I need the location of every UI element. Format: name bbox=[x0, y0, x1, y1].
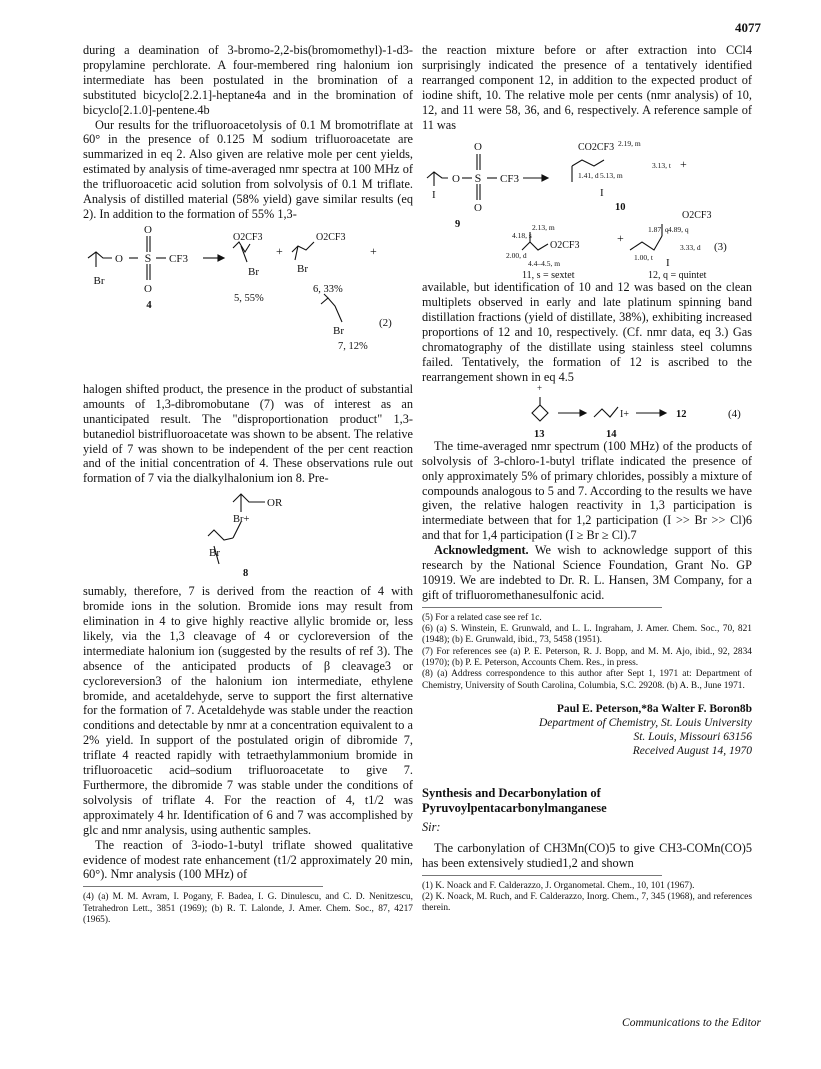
received-date: Received August 14, 1970 bbox=[632, 744, 752, 757]
svg-text:Br: Br bbox=[248, 265, 259, 278]
svg-text:5.13, m: 5.13, m bbox=[600, 171, 623, 181]
svg-text:10: 10 bbox=[615, 202, 626, 214]
svg-text:S: S bbox=[144, 250, 152, 265]
svg-text:2.19, m: 2.19, m bbox=[618, 139, 641, 149]
acknowledgment: Acknowledgment. We wish to acknowledge support of this research by the National Science Foundation, Grant No. GP 10919. We are indebted to Dr. R. L. Hansen, 3M Company, for a gift of trifluoromethanesulfonic acid. bbox=[422, 543, 752, 602]
svg-text:O: O bbox=[474, 141, 482, 154]
svg-text:4.4–4.5, m: 4.4–4.5, m bbox=[528, 259, 561, 269]
svg-text:+: + bbox=[276, 243, 283, 258]
svg-text:O: O bbox=[144, 282, 152, 295]
compound-label-6: 6, 33% bbox=[313, 283, 343, 295]
svg-text:(3): (3) bbox=[714, 241, 727, 254]
article-title: Synthesis and Decarbonylation of bbox=[422, 785, 601, 800]
svg-text:2.13, m: 2.13, m bbox=[532, 223, 555, 233]
equation-4-structures bbox=[422, 385, 752, 439]
svg-text:14: 14 bbox=[606, 428, 617, 439]
page-number: 4077 bbox=[735, 20, 761, 35]
footnote: (7) For references see (a) P. E. Peterson, R. J. Bopp, and M. M. Ajo, ibid., 92, 2834 (1970); (b) P. E. Peterson, Accounts Chem. Res., in press. bbox=[422, 646, 752, 668]
svg-text:I: I bbox=[666, 257, 670, 270]
svg-text:Br+: Br+ bbox=[233, 514, 250, 526]
footnote: (4) (a) M. M. Avram, I. Pogany, F. Badea, I. G. Dinulescu, and C. D. Nenitzescu, Tetrahedron Lett., 3851 (1969); (b) R. T. Lalonde, J. Amer. Chem. Soc., 87, 4217 (1965). bbox=[83, 892, 413, 925]
equation-4-scheme bbox=[422, 385, 752, 439]
svg-text:12: 12 bbox=[676, 408, 687, 420]
paragraph: The time-averaged nmr spectrum (100 MHz) of the products of solvolysis of 3-chloro-1-butyl triflate indicated the presence of only approximately 5% of primary chlorides, possibly a mixture of compounds analogous to 5 and 7. According to the results we have given, the relative halogen reactivity in 1,3 participation is intermediate between that for 1,2 participation (I >> Br >> Cl)6 and that for 1,4 participation (I ≥ Br ≥ Cl).7 bbox=[422, 438, 752, 543]
paragraph: the reaction mixture before or after extraction into CCl4 surprisingly indicated the presence of a tentatively identified rearranged component 12, in addition to the expected product of iodine shift, 10. The relative mole per cents (nmr analysis) of 10, 12, and 11 were 58, 36, and 6, respectively. A reference sample of 11 was bbox=[422, 43, 752, 132]
footnote-rule bbox=[422, 875, 662, 876]
svg-text:O2CF3: O2CF3 bbox=[316, 231, 346, 243]
right-column bbox=[422, 43, 752, 914]
paragraph: available, but identification of 10 and 12 was based on the clean multiplets observed in early and late platinum spinning band distillation fractions (yield of distillate, 38%), exhibiting increased proportions of 12 and 10, respectively. (Cf. nmr data, eq 3.) Gas chromatography of the distillate using stainless steel columns failed. Tentatively, the formation of 12 is ascribed to the rearrangement shown in eq 4.5 bbox=[422, 280, 752, 384]
svg-text:O: O bbox=[474, 202, 482, 215]
footnote: (2) K. Noack, M. Ruch, and F. Calderazzo, Inorg. Chem., 7, 345 (1968), and references therein. bbox=[422, 891, 752, 914]
salutation: Sir: bbox=[422, 819, 441, 834]
footnote: (6) (a) S. Winstein, E. Grunwald, and L. L. Ingraham, J. Amer. Chem. Soc., 70, 821 (1948); (b) E. Grunwald, ibid., 73, 5458 (1951). bbox=[422, 624, 752, 646]
equation-2-structures bbox=[83, 222, 413, 382]
svg-text:1.87, q: 1.87, q bbox=[648, 225, 669, 235]
svg-text:+: + bbox=[370, 243, 377, 258]
svg-text:1.41, d: 1.41, d bbox=[578, 171, 599, 181]
article-title-line-2: Pyruvoylpentacarbonylmanganese bbox=[422, 800, 607, 815]
compound-label-5: 5, 55% bbox=[234, 292, 264, 304]
paragraph: halogen shifted product, the presence in the product of substantial amounts of 1,3-dibromobutane (7) was of interest as an unanticipated result. The "disproportionation product" 1,3-butanediol bistrifluoroacetate was shown to be absent. The relative yield of 7 was shown to be independent of the per cent reaction and of the initial concentration of 4. These observations rule out formation of 7 via the dialkylhalonium ion 8. Pre- bbox=[83, 381, 413, 486]
footnote-rule bbox=[83, 886, 323, 887]
compound-number: 4 bbox=[146, 299, 152, 311]
paragraph: sumably, therefore, 7 is derived from the reaction of 4 with bromide ions in the solution. Bromide ions may result from elimination in 4 to give highly reactive allylic bromide or, less likely, via the 1,3 cleavage of 4 or cycloreversion of the intermediate halonium ion (suggested by the results of ref 3). The absence of the anticipated products of β cleavage3 or cycloreversion3 of the halonium ion intermediate, ethylene bromide, and acetaldehyde, serve to support the first alternative for the formation of 7. Acetaldehyde was stable under the reaction conditions and detectable by nmr at a concentration equivalent to a 2% yield. In support of the postulated origin of dibromide 7, triflate 4 reacted rapidly with tetraethylammonium bromide in trifluoroacetic acid–sodium trifluoroacetate to give 7. Furthermore, the dibromide 7 was stable under the conditions of solvolysis of triflate 4. For the reaction of 4, t1/2 was approximately 4 hr. Identification of 6 and 7 was accomplished by glc and nmr analysis, using authentic samples. bbox=[83, 584, 413, 837]
paragraph: Our results for the trifluoroacetolysis of 0.1 M bromotriflate at 60° in the presence of 0.125 M sodium trifluoroacetate are summarized in eq 2. Also given are relative mole per cent yields, estimated by analysis of time-averaged nmr spectra at 100 MHz of the trifluoroacetic acid solution from solvolysis of 0.1 M triflate. Analysis of distilled material (58% yield) gave similar results (eq 2). In addition to the formation of 55% 1,3- bbox=[83, 117, 413, 221]
compound-label-7: 7, 12% bbox=[338, 340, 368, 352]
svg-text:O: O bbox=[144, 223, 152, 236]
svg-text:+: + bbox=[617, 231, 624, 246]
svg-text:11, s = sextet: 11, s = sextet bbox=[522, 270, 575, 281]
svg-text:+: + bbox=[537, 384, 543, 393]
left-column bbox=[83, 43, 413, 926]
equation-3-scheme bbox=[422, 132, 752, 280]
svg-text:I+: I+ bbox=[620, 408, 629, 420]
svg-text:12, q = quintet: 12, q = quintet bbox=[648, 270, 707, 281]
footnote: (1) K. Noack and F. Calderazzo, J. Organometal. Chem., 10, 101 (1967). bbox=[422, 880, 695, 891]
footnote-rule bbox=[422, 607, 662, 608]
equation-number: (2) bbox=[379, 316, 392, 329]
svg-text:Br: Br bbox=[209, 547, 220, 560]
svg-text:3.13, t: 3.13, t bbox=[652, 161, 671, 171]
svg-text:3.33, d: 3.33, d bbox=[680, 243, 701, 253]
authors: Paul E. Peterson,*8a Walter F. Boron8b bbox=[556, 702, 752, 715]
svg-text:Br: Br bbox=[297, 262, 308, 275]
svg-text:8: 8 bbox=[243, 568, 249, 580]
svg-text:CF3: CF3 bbox=[169, 252, 188, 265]
svg-text:O: O bbox=[452, 173, 460, 186]
equation-3-structures bbox=[422, 132, 752, 280]
paragraph: The carbonylation of CH3Mn(CO)5 to give CH3-COMn(CO)5 has been extensively studied1,2 and shown bbox=[422, 840, 752, 870]
svg-text:1.00, t: 1.00, t bbox=[634, 253, 653, 263]
affiliation: Department of Chemistry, St. Louis University bbox=[538, 716, 752, 729]
svg-text:O2CF3: O2CF3 bbox=[550, 240, 580, 252]
equation-2-scheme bbox=[83, 222, 413, 382]
svg-text:(4): (4) bbox=[728, 407, 741, 420]
paragraph: The reaction of 3-iodo-1-butyl triflate showed qualitative evidence of modest rate enhancement (t1/2 approximately 20 min, 60°). Nmr analysis (100 MHz) of bbox=[83, 837, 413, 882]
halonium-ion-8 bbox=[83, 486, 413, 584]
svg-text:O2CF3: O2CF3 bbox=[682, 210, 712, 222]
svg-text:+: + bbox=[680, 157, 687, 172]
svg-text:Br: Br bbox=[333, 324, 344, 337]
svg-text:9: 9 bbox=[455, 219, 461, 231]
svg-text:2.00, d: 2.00, d bbox=[506, 251, 527, 261]
svg-text:13: 13 bbox=[534, 428, 545, 439]
svg-text:I: I bbox=[432, 189, 436, 202]
svg-text:O2CF3: O2CF3 bbox=[233, 231, 263, 243]
svg-text:I: I bbox=[600, 187, 604, 200]
footnote: (5) For a related case see ref 1c. bbox=[422, 612, 542, 623]
label-br: Br bbox=[93, 274, 105, 287]
signature-block bbox=[422, 702, 752, 758]
svg-text:S: S bbox=[474, 171, 482, 186]
affiliation-city: St. Louis, Missouri 63156 bbox=[633, 730, 752, 743]
paragraph: during a deamination of 3-bromo-2,2-bis(bromomethyl)-1-d3-propylamine perchlorate. A four-membered ring halonium ion intermediate has been postulated in the bromination of a substituted bicyclo[2.2.1]-heptane4a and in the bromination of bicyclo[2.1.0]-pentene.4b bbox=[83, 43, 413, 117]
ion-8-structure bbox=[83, 486, 413, 584]
svg-text:4.18, s: 4.18, s bbox=[512, 231, 532, 241]
svg-text:O: O bbox=[115, 252, 123, 265]
svg-text:CO2CF3: CO2CF3 bbox=[578, 142, 615, 154]
svg-text:CF3: CF3 bbox=[500, 173, 519, 186]
footnote: (8) (a) Address correspondence to this author after Sept 1, 1971 at: Department of Chemistry, University of South Carolina, Columbia, S.C. 29208. (b) A. B., June 1971. bbox=[422, 669, 752, 691]
svg-text:4.89, q: 4.89, q bbox=[668, 225, 689, 235]
svg-text:OR: OR bbox=[267, 497, 283, 510]
section-footer: Communications to the Editor bbox=[622, 1017, 761, 1029]
